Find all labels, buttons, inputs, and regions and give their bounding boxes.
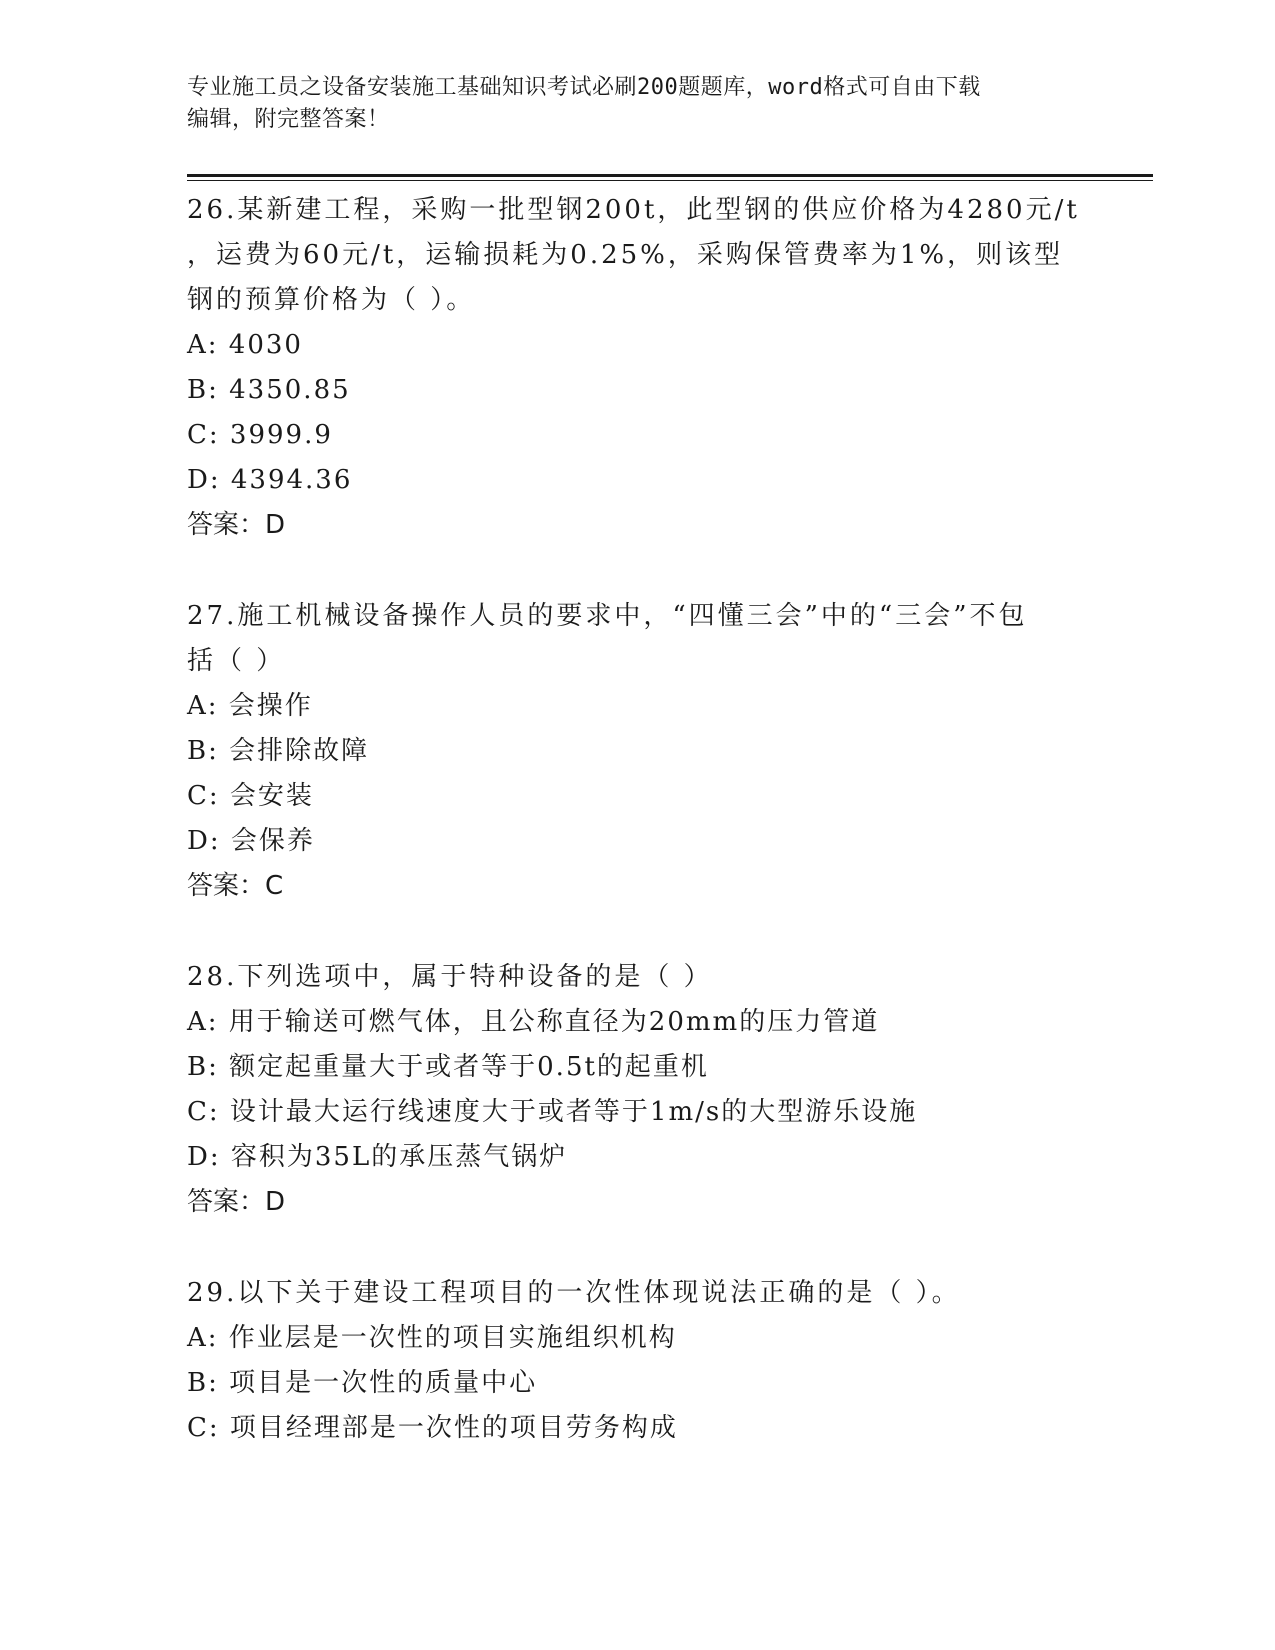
question-text-line: 钢的预算价格为（ ）。 <box>187 285 476 315</box>
answer: 答案：D <box>187 1187 286 1217</box>
option-d: D: 4394.36 <box>187 465 353 495</box>
option-a: A: 用于输送可燃气体，且公称直径为20mm的压力管道 <box>187 1007 880 1037</box>
option-b: B: 会排除故障 <box>187 736 370 766</box>
option-d: D: 会保养 <box>187 826 315 856</box>
question-text-line: 29.以下关于建设工程项目的一次性体现说法正确的是（ ）。 <box>187 1278 961 1308</box>
question-text-line: 27.施工机械设备操作人员的要求中，“四懂三会”中的“三会”不包 <box>187 601 1028 631</box>
option-b: B: 4350.85 <box>187 375 351 405</box>
option-a: A: 会操作 <box>187 691 313 721</box>
question-27 <box>187 594 1087 909</box>
question-text-line: 28.下列选项中，属于特种设备的是（ ） <box>187 962 713 992</box>
option-c: C: 设计最大运行线速度大于或者等于1m/s的大型游乐设施 <box>187 1097 918 1127</box>
question-29 <box>187 1271 1087 1451</box>
question-text-line: 括（ ） <box>187 646 286 676</box>
question-text-line: 26.某新建工程，采购一批型钢200t，此型钢的供应价格为4280元/t <box>187 195 1080 225</box>
option-b: B: 项目是一次性的质量中心 <box>187 1368 538 1398</box>
option-c: C: 3999.9 <box>187 420 333 450</box>
option-c: C: 会安装 <box>187 781 314 811</box>
question-26 <box>187 188 1087 548</box>
header-rule-thick <box>187 174 1153 177</box>
answer: 答案：C <box>187 871 284 901</box>
option-a: A: 作业层是一次性的项目实施组织机构 <box>187 1323 677 1353</box>
question-text-line: ，运费为60元/t，运输损耗为0.25%，采购保管费率为1%，则该型 <box>187 240 1064 270</box>
header-rule-thin <box>187 180 1153 181</box>
question-28 <box>187 955 1087 1225</box>
header-line-1: 专业施工员之设备安装施工基础知识考试必刷200题题库，word格式可自由下载 <box>187 75 981 100</box>
header-line-2: 编辑，附完整答案！ <box>187 107 390 132</box>
option-a: A: 4030 <box>187 330 303 360</box>
option-d: D: 容积为35L的承压蒸气锅炉 <box>187 1142 568 1172</box>
answer: 答案：D <box>187 510 286 540</box>
option-c: C: 项目经理部是一次性的项目劳务构成 <box>187 1413 678 1443</box>
question-list <box>187 188 1087 1497</box>
option-b: B: 额定起重量大于或者等于0.5t的起重机 <box>187 1052 709 1082</box>
document-header <box>187 72 1087 136</box>
